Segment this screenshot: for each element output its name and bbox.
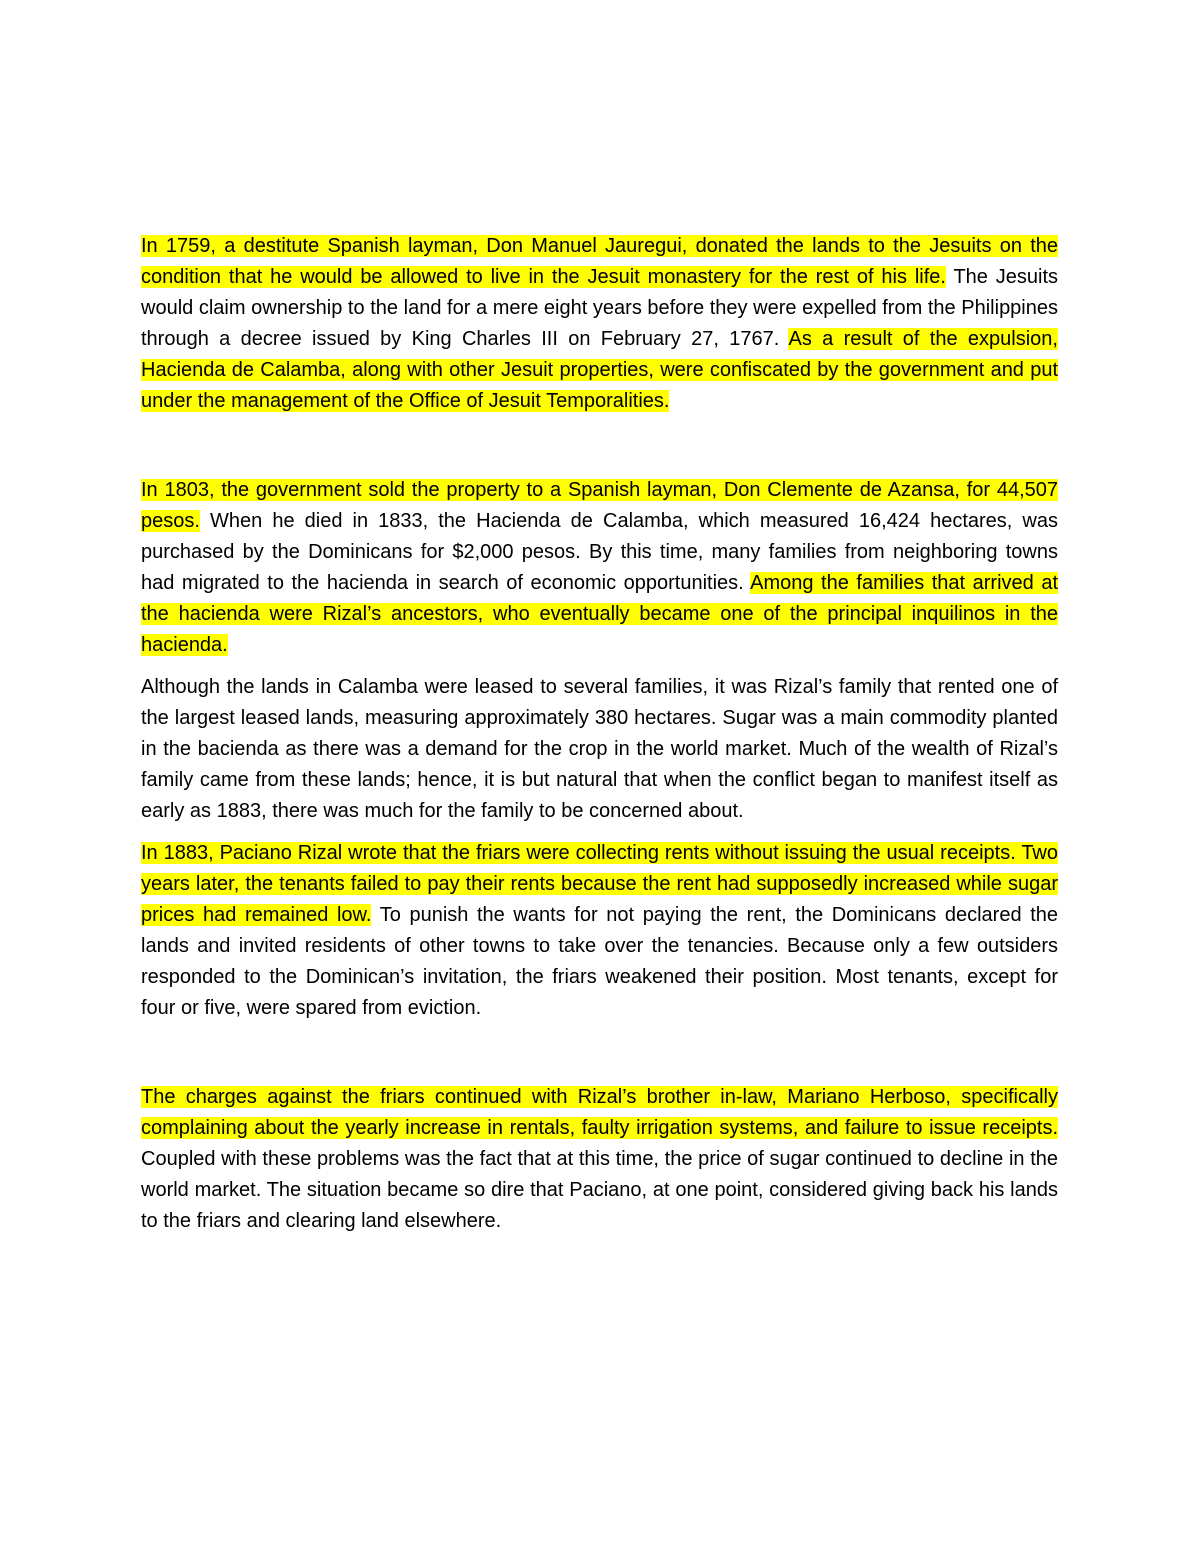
highlighted-text: In 1803, the government sold the property to a Spanish layman, Don Clemente de Azansa, for 44,507 pesos. <box>141 479 1058 532</box>
body-text: Coupled with these problems was the fact that at this time, the price of sugar continued to decline in the world market. The situation became so dire that Paciano, at one point, considered giving back his lands to the friars and clearing land elsewhere. <box>141 1148 1058 1232</box>
body-text: Although the lands in Calamba were leased to several families, it was Rizal’s family that rented one of the largest leased lands, measuring approximately 380 hectares. Sugar was a main commodity planted in the bacienda as there was a demand for the crop in the world market. Much of the wealth of Rizal’s family came from these lands; hence, it is but natural that when the conflict began to manifest itself as early as 1883, there was much for the family to be concerned about. <box>141 676 1058 822</box>
paragraph-spacer <box>141 827 1058 838</box>
paragraph-spacer <box>141 661 1058 672</box>
document-page <box>141 231 1058 1237</box>
paragraph-rizal-family-lands <box>141 672 1058 827</box>
body-text: The Jesuits would claim ownership to the land for a mere eight years before they were expelled from the Philippines through a decree issued by King Charles III on February 27, 1767. <box>141 266 1058 350</box>
body-text: To punish the wants for not paying the rent, the Dominicans declared the lands and invited residents of other towns to take over the tenancies. Because only a few outsiders responded to the Dominican’s invitation, the friars weakened their position. Most tenants, except for four or five, were spared from eviction. <box>141 904 1058 1019</box>
highlighted-text: Among the families that arrived at the hacienda were Rizal’s ancestors, who eventually became one of the principal inquilinos in the hacienda. <box>141 572 1058 656</box>
paragraph-hacienda-sale <box>141 475 1058 661</box>
highlighted-text: In 1759, a destitute Spanish layman, Don Manuel Jauregui, donated the lands to the Jesuits on the condition that he would be allowed to live in the Jesuit monastery for the rest of his life. <box>141 235 1058 288</box>
highlighted-text: The charges against the friars continued with Rizal’s brother in-law, Mariano Herboso, specifically complaining about the yearly increase in rentals, faulty irrigation systems, and failure to issue receipts. <box>141 1086 1058 1139</box>
highlighted-text: In 1883, Paciano Rizal wrote that the friars were collecting rents without issuing the usual receipts. Two years later, the tenants failed to pay their rents because the rent had supposedly increased while sugar prices had remained low. <box>141 842 1058 926</box>
paragraph-paciano-rents <box>141 838 1058 1024</box>
paragraph-herboso-charges <box>141 1082 1058 1237</box>
paragraph-spacer <box>141 417 1058 475</box>
highlighted-text: As a result of the expulsion, Hacienda de Calamba, along with other Jesuit properties, were confiscated by the government and put under the management of the Office of Jesuit Temporalities. <box>141 328 1058 412</box>
body-text: When he died in 1833, the Hacienda de Calamba, which measured 16,424 hectares, was purchased by the Dominicans for $2,000 pesos. By this time, many families from neighboring towns had migrated to the hacienda in search of economic opportunities. <box>141 510 1058 594</box>
paragraph-jesuit-lands <box>141 231 1058 417</box>
paragraph-spacer <box>141 1024 1058 1082</box>
